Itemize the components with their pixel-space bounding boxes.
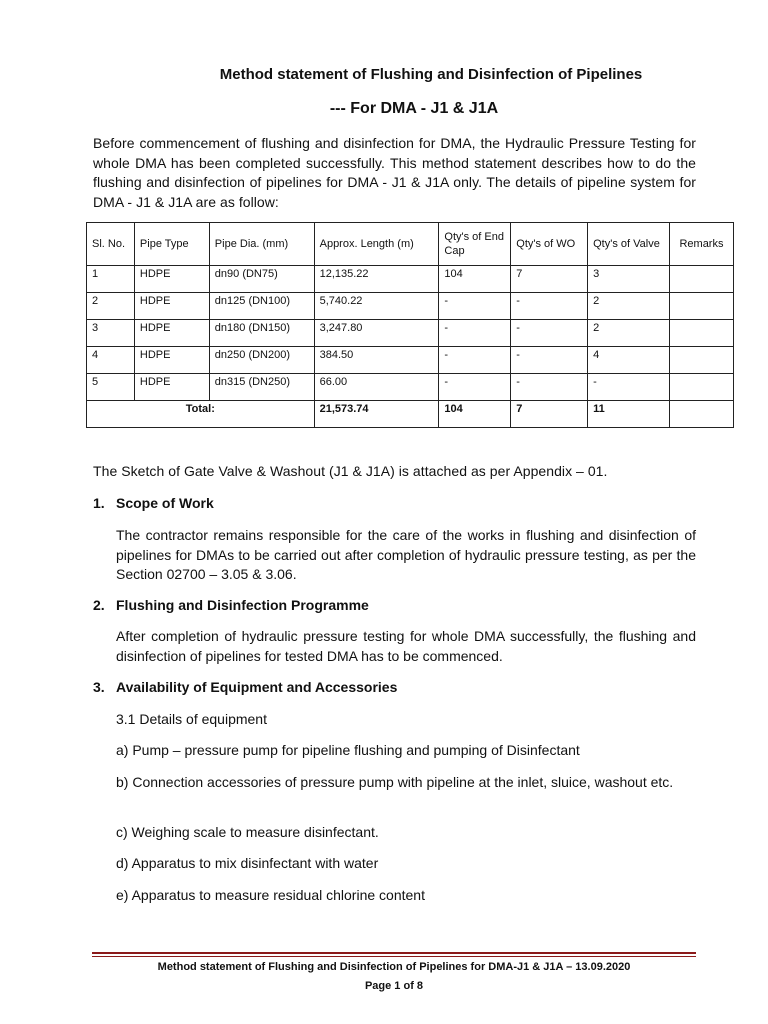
table-cell: - [511,320,588,347]
table-cell: dn250 (DN200) [209,347,314,374]
table-header-row [87,223,734,266]
table-cell [669,266,733,293]
section-body: After completion of hydraulic pressure testing for whole DMA successfully, the flushing and disinfection of pipelines for tested DMA has to be commenced. [116,628,696,664]
table-cell: 4 [588,347,670,374]
table-cell: - [439,347,511,374]
footer-divider [92,952,696,957]
header-cell: Qty's of End Cap [439,223,511,266]
header-cell: Sl. No. [87,223,135,266]
header-cell: Qty's of Valve [588,223,670,266]
table-row [87,320,734,347]
header-cell: Pipe Type [134,223,209,266]
total-end-cap: 104 [439,401,511,428]
table-row [87,347,734,374]
table-cell: 3,247.80 [314,320,439,347]
total-length: 21,573.74 [314,401,439,428]
section-body: The contractor remains responsible for the care of the works in flushing and disinfection of pipelines for DMAs to be carried out after completion of hydraulic pressure testing, as per the Section 02700 – 3.05 & 3.06. [116,527,696,582]
header-cell: Pipe Dia. (mm) [209,223,314,266]
list-item: d) Apparatus to mix disinfectant with water [116,855,379,871]
table-row [87,266,734,293]
table-cell: HDPE [134,293,209,320]
section-title: Scope of Work [116,495,214,511]
table-cell: dn90 (DN75) [209,266,314,293]
section-number: 3. [93,679,105,695]
table-cell: 5 [87,374,135,401]
table-cell: 104 [439,266,511,293]
table-cell: dn180 (DN150) [209,320,314,347]
list-item: 3.1 Details of equipment [116,711,267,727]
table-cell: - [511,293,588,320]
table-cell: 3 [588,266,670,293]
document-title: Method statement of Flushing and Disinfection of Pipelines [219,66,643,83]
total-valve: 11 [588,401,670,428]
intro-paragraph: Before commencement of flushing and disinfection for DMA, the Hydraulic Pressure Testing for whole DMA has been completed successfully. This method statement describes how to do the flushing and disinfection of pipelines for DMA - J1 & J1A only. The details of pipeline system for DMA - J1 & J1A are as follow: [93,135,696,210]
table-cell: 2 [588,320,670,347]
header-cell: Approx. Length (m) [314,223,439,266]
table-cell: 2 [588,293,670,320]
total-label: Total: [87,401,315,428]
header-cell: Remarks [669,223,733,266]
table-cell [669,293,733,320]
table-cell: 384.50 [314,347,439,374]
table-cell: 3 [87,320,135,347]
section-title: Availability of Equipment and Accessories [116,679,398,695]
footer-text: Method statement of Flushing and Disinfection of Pipelines for DMA-J1 & J1A – 13.09.2020 [157,961,631,973]
table-cell: HDPE [134,320,209,347]
table-cell: HDPE [134,266,209,293]
list-item: c) Weighing scale to measure disinfectant. [116,824,379,840]
table-cell: - [439,320,511,347]
table-cell: dn125 (DN100) [209,293,314,320]
section-heading [93,679,397,695]
header-cell: Qty's of WO [511,223,588,266]
sketch-note: The Sketch of Gate Valve & Washout (J1 & J1A) is attached as per Appendix – 01. [93,463,608,479]
table-cell [669,347,733,374]
pipeline-table [86,222,734,428]
table-cell: 5,740.22 [314,293,439,320]
section-number: 2. [93,597,105,613]
table-cell: 66.00 [314,374,439,401]
table-cell: - [511,347,588,374]
table-cell [669,320,733,347]
table-cell: HDPE [134,374,209,401]
section-title: Flushing and Disinfection Programme [116,597,369,613]
page-number: Page 1 of 8 [364,980,424,992]
table-cell: 12,135.22 [314,266,439,293]
table-cell: - [439,293,511,320]
section-heading [93,495,214,511]
table-total-row [87,401,734,428]
list-item: e) Apparatus to measure residual chlorine content [116,887,425,903]
table-row [87,374,734,401]
table-cell: HDPE [134,347,209,374]
table-cell: - [511,374,588,401]
section-number: 1. [93,495,105,511]
list-item: a) Pump – pressure pump for pipeline flushing and pumping of Disinfectant [116,742,580,758]
table-cell: dn315 (DN250) [209,374,314,401]
table-cell: 1 [87,266,135,293]
table-row [87,293,734,320]
total-remarks [669,401,733,428]
table-cell: - [588,374,670,401]
table-cell: 2 [87,293,135,320]
section-heading [93,597,369,613]
total-wo: 7 [511,401,588,428]
table-cell: - [439,374,511,401]
table-cell: 7 [511,266,588,293]
table-cell [669,374,733,401]
table-cell: 4 [87,347,135,374]
document-subtitle: --- For DMA - J1 & J1A [329,100,499,117]
list-item: b) Connection accessories of pressure pump with pipeline at the inlet, sluice, washout etc. [116,774,674,790]
